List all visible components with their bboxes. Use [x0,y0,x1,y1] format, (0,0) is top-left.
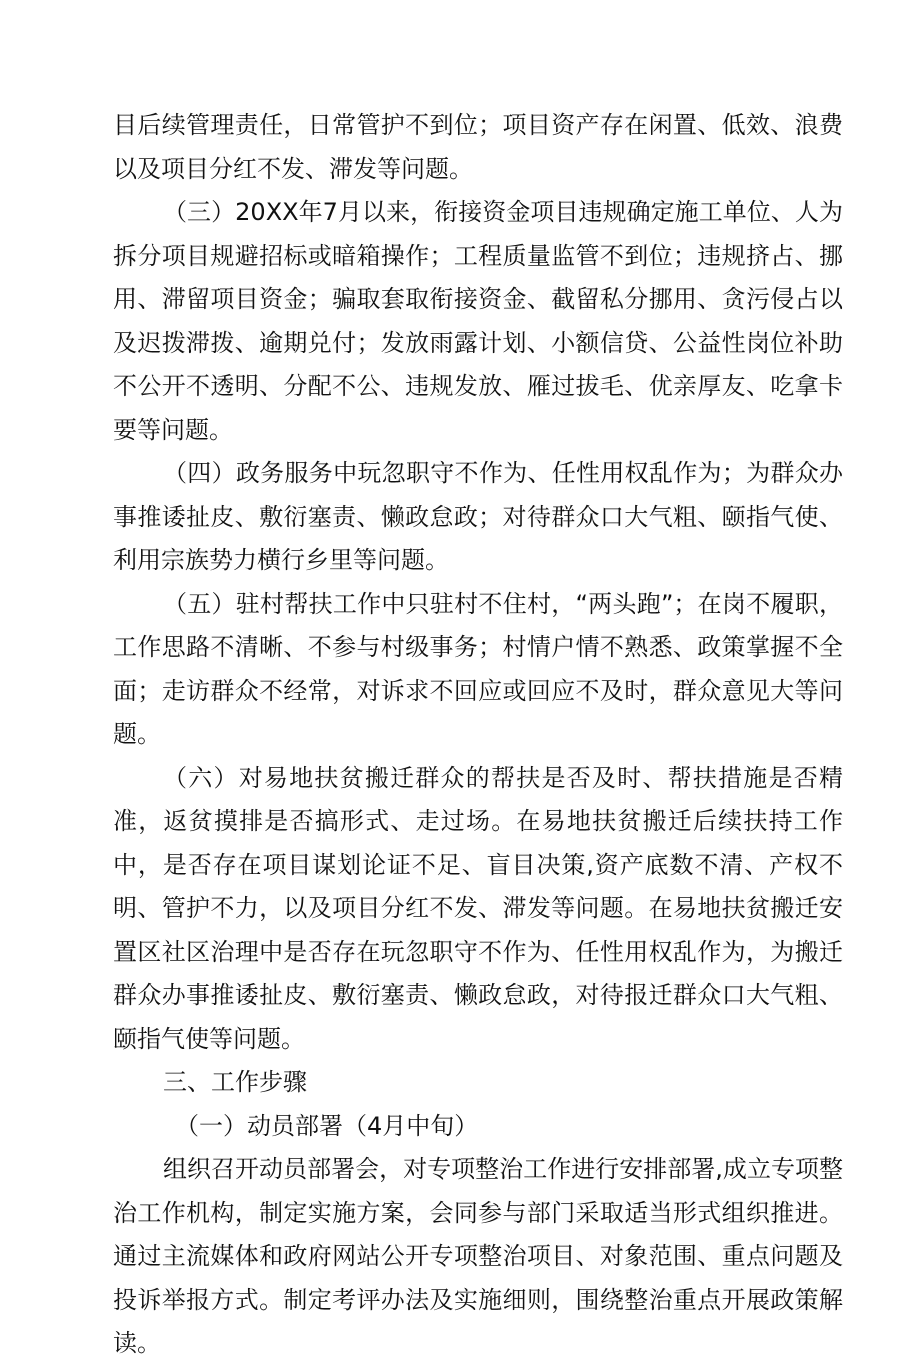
paragraph-item-3: （三）20XX年7月以来，衔接资金项目违规确定施工单位、人为拆分项目规避招标或暗箱操作；工程质量监管不到位；违规挤占、挪用、滞留项目资金；骗取套取衔接资金、截留私分挪用、贪污侵占以及迟拨滞拨、逾期兑付；发放雨露计划、小额信贷、公益性岗位补助不公开不透明、分配不公、违规发放、雁过拔毛、优亲厚友、吃拿卡要等问题。 [113,198,843,444]
paragraph-continued: 目后续管理责任，日常管护不到位；项目资产存在闲置、低效、浪费以及项目分红不发、滞发等问题。 [113,111,843,183]
paragraph-mobilization-body: 组织召开动员部署会，对专项整治工作进行安排部署,成立专项整治工作机构，制定实施方案，会同参与部门采取适当形式组织推进。通过主流媒体和政府网站公开专项整治项目、对象范围、重点问题及投诉举报方式。制定考评办法及实施细则，围绕整治重点开展政策解读。 [113,1155,843,1357]
paragraph-item-6: （六）对易地扶贫搬迁群众的帮扶是否及时、帮扶措施是否精准，返贫摸排是否搞形式、走过场。在易地扶贫搬迁后续扶持工作中，是否存在项目谋划论证不足、盲目决策,资产底数不清、产权不明、管护不力，以及项目分红不发、滞发等问题。在易地扶贫搬迁安置区社区治理中是否存在玩忽职守不作为、任性用权乱作为，为搬迁群众办事推诿扯皮、敷衍塞责、懒政怠政，对待报迁群众口大气粗、颐指气使等问题。 [113,763,843,1053]
subsection-heading-mobilization: （一）动员部署（4月中旬） [175,1111,479,1140]
paragraph-item-4: （四）政务服务中玩忽职守不作为、任性用权乱作为；为群众办事推诿扯皮、敷衍塞责、懒政怠政；对待群众口大气粗、颐指气使、利用宗族势力横行乡里等问题。 [113,459,843,574]
document-body [113,104,843,1366]
section-heading-work-steps: 三、工作步骤 [163,1068,307,1096]
paragraph-item-5: （五）驻村帮扶工作中只驻村不住村，“两头跑”；在岗不履职，工作思路不清晰、不参与村级事务；村情户情不熟悉、政策掌握不全面；走访群众不经常，对诉求不回应或回应不及时，群众意见大等问题。 [113,589,843,748]
